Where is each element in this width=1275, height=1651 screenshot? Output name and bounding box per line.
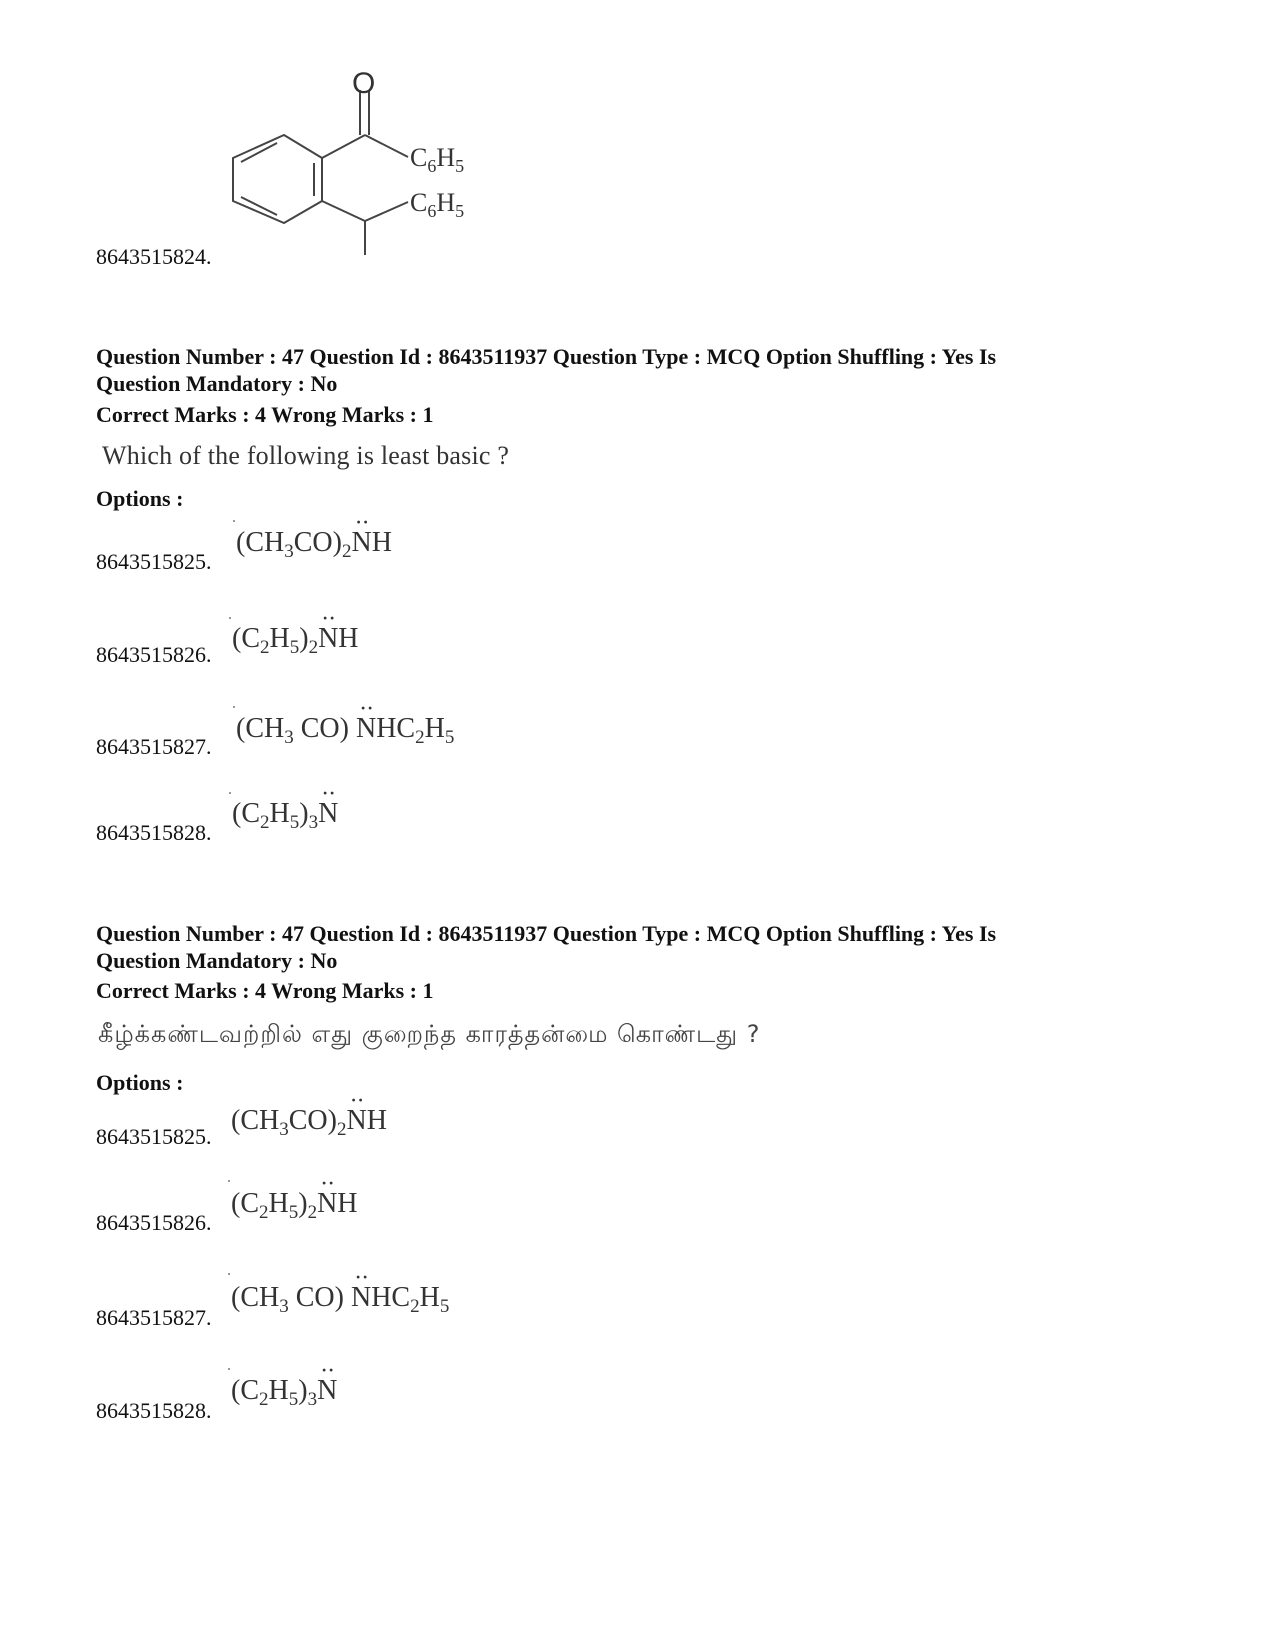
question-text: Which of the following is least basic ? [102, 441, 510, 470]
option-formula-diacetylamine: $(CH_3CO)_2\cdot\cdot$ NH [231, 1105, 387, 1137]
option-formula-diacetylamine: $(CH_3CO)_2\cdot\cdot$ NH [236, 527, 392, 559]
option-number: 8643515828. [96, 1398, 212, 1423]
structure-diagram [220, 65, 520, 265]
question-header: Question Number : 47 Question Id : 8643511937 Question Type : MCQ Option Shuffling : Yes Is Question Mandatory : No [96, 921, 997, 973]
question-marks: Correct Marks : 4 Wrong Marks : 1 [96, 402, 434, 427]
option-formula-diethylamine: $(C_2H_5)_2\cdot\cdot$ NH [232, 623, 359, 655]
question-text: கீழ்க்கண்டவற்றில் எது குறைந்த காரத்தன்மை கொண்டது ? [98, 1020, 761, 1048]
c6h5-label-upper: $C_6H_5$ [410, 143, 465, 176]
c6h5-label-lower: $C_6H_5$ [410, 188, 465, 221]
option-number: 8643515827. [96, 1305, 212, 1330]
option-number: 8643515825. [96, 549, 212, 574]
option-number: 8643515827. [96, 734, 212, 759]
option-formula-triethylamine: $(C_2H_5)_3\cdot\cdot N$ [232, 798, 338, 830]
option-number: 8643515824. [96, 244, 212, 269]
question-marks: Correct Marks : 4 Wrong Marks : 1 [96, 978, 434, 1003]
option-number: 8643515826. [96, 1210, 212, 1235]
option-number: 8643515828. [96, 820, 212, 845]
question-header: Question Number : 47 Question Id : 8643511937 Question Type : MCQ Option Shuffling : Yes Is Question Mandatory : No [96, 344, 997, 396]
benzophenone-structure-image [220, 65, 520, 265]
option-formula-diethylamine: $(C_2H_5)_2\cdot\cdot$ NH [231, 1188, 358, 1220]
options-label: Options : [96, 1070, 184, 1095]
option-number: 8643515826. [96, 642, 212, 667]
option-formula-acetylethylamine: ($CH_3$ $CO) \cdot\cdot NHC_2H_5$ [231, 1282, 449, 1314]
options-label: Options : [96, 486, 184, 511]
option-formula-triethylamine: $(C_2H_5)_3\cdot\cdot N$ [231, 1375, 337, 1407]
svg-text:O: O [352, 67, 376, 100]
option-number: 8643515825. [96, 1124, 212, 1149]
option-formula-acetylethylamine: ($CH_3$ $CO) \cdot\cdot NHC_2H_5$ [236, 713, 454, 745]
